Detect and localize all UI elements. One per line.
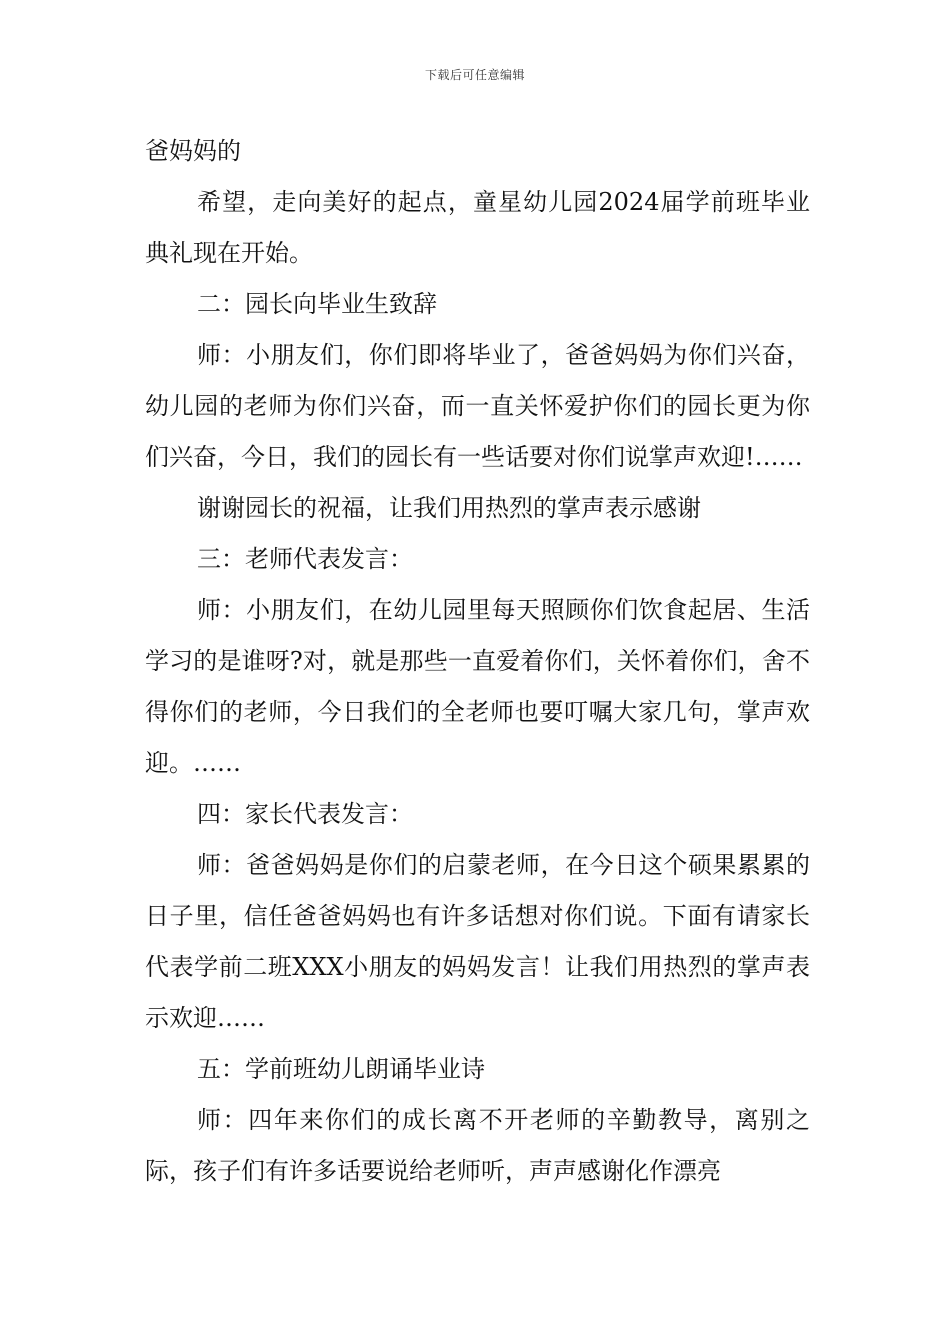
paragraph-teacher-intro: 师：小朋友们，在幼儿园里每天照顾你们饮食起居、生活学习的是谁呀?对，就是那些一直爱着你们，关怀着你们，舍不得你们的老师，今日我们的全老师也要叮嘱大家几句，掌声欢迎。…… bbox=[145, 596, 810, 777]
paragraph-poem-intro: 师：四年来你们的成长离不开老师的辛勤教导，离别之际，孩子们有许多话要说给老师听，声声感谢化作漂亮 bbox=[145, 1106, 810, 1185]
paragraph-continuation: 爸妈妈的 bbox=[145, 137, 241, 165]
paragraph-opening: 希望，走向美好的起点，童星幼儿园2024届学前班毕业典礼现在开始。 bbox=[145, 188, 810, 267]
section-heading-2: 二：园长向毕业生致辞 bbox=[197, 290, 437, 318]
paragraph-thanks: 谢谢园长的祝福，让我们用热烈的掌声表示感谢 bbox=[197, 494, 701, 522]
section-heading-4: 四：家长代表发言： bbox=[197, 800, 413, 828]
section-heading-5: 五：学前班幼儿朗诵毕业诗 bbox=[197, 1055, 485, 1083]
paragraph-parent-intro: 师：爸爸妈妈是你们的启蒙老师，在今日这个硕果累累的日子里，信任爸爸妈妈也有许多话想对你们说。下面有请家长代表学前二班XXX小朋友的妈妈发言！让我们用热烈的掌声表示欢迎…… bbox=[145, 851, 810, 1032]
paragraph-principal-intro: 师：小朋友们，你们即将毕业了，爸爸妈妈为你们兴奋，幼儿园的老师为你们兴奋，而一直关怀爱护你们的园长更为你们兴奋，今日，我们的园长有一些话要对你们说掌声欢迎!…… bbox=[145, 341, 810, 471]
section-heading-3: 三：老师代表发言： bbox=[197, 545, 413, 573]
page-header: 下载后可任意编辑 bbox=[424, 68, 525, 82]
document-body bbox=[145, 126, 810, 1197]
